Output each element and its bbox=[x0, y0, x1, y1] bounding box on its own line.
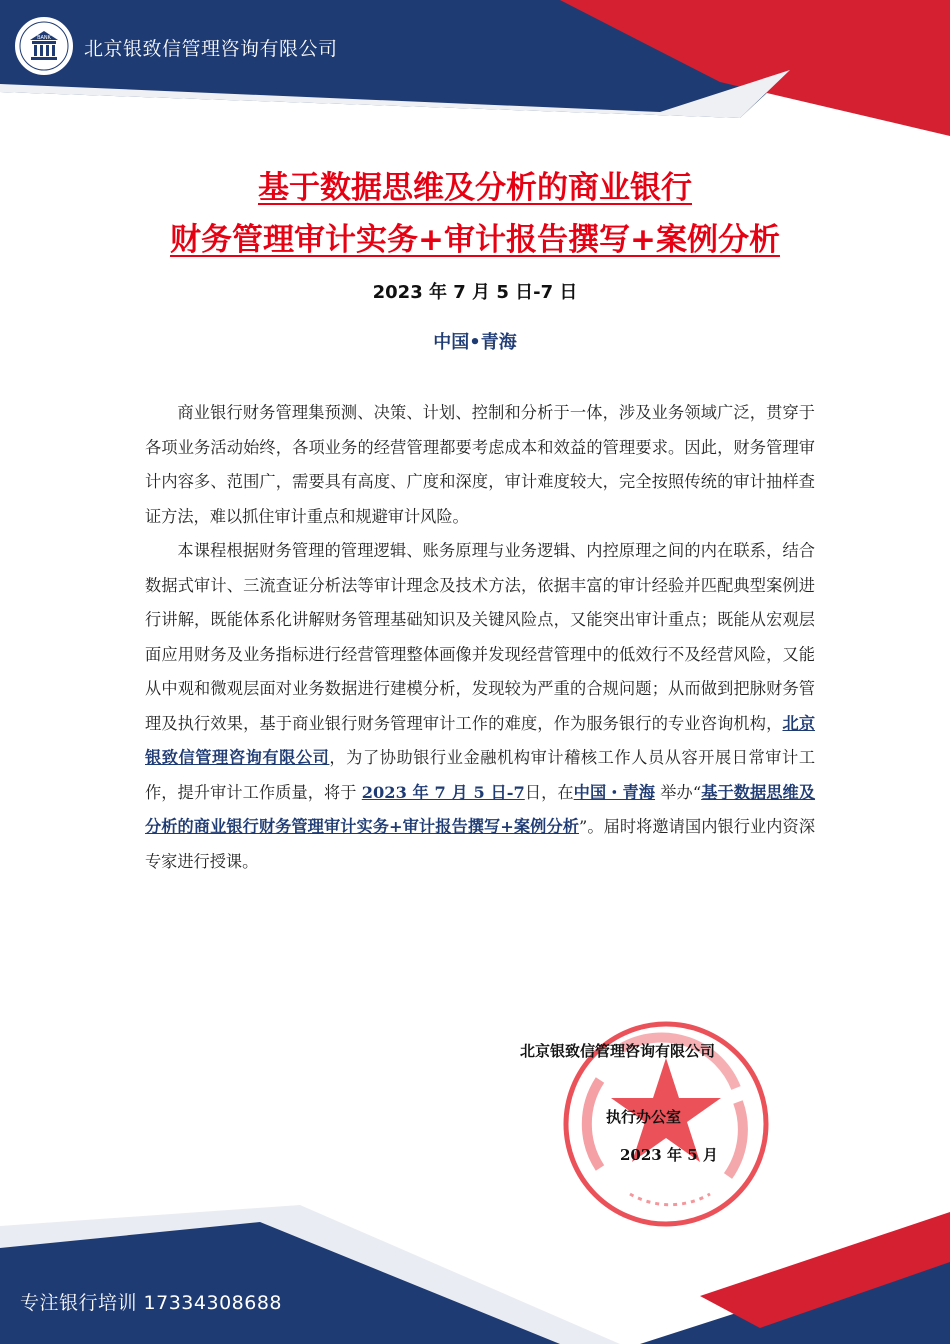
paragraph-2 bbox=[145, 534, 815, 879]
title-line-1: 基于数据思维及分析的商业银行 bbox=[258, 170, 692, 206]
course-name-highlight: 基于数据思维及分析的商业银行财务管理审计实务+审计报告撰写+案例分析 bbox=[145, 782, 816, 836]
paragraph-2-text-c: 日，在 bbox=[524, 782, 574, 802]
event-location: 中国•青海 bbox=[433, 332, 517, 353]
paragraph-2-text-a: 本课程根据财务管理的管理逻辑、账务原理与业务逻辑、内控原理之间的内在联系，结合数据式审计、三流查证分析法等审计理念及技术方法，依据丰富的审计经验并匹配典型案例进行讲解，既能体系化讲解财务管理基础知识及关键风险点，又能突出审计重点；既能从宏观层面应用财务及业务指标进行经营管理整体画像并发现经营管理中的低效行不及经营风险，又能从中观和微观层面对业务数据进行建模分析，发现较为严重的合规问题；从而做到把脉财务管理及执行效果，基于商业银行财务管理审计工作的难度，作为服务银行的专业咨询机构， bbox=[145, 541, 815, 733]
signature-company: 北京银致信管理咨询有限公司 bbox=[520, 1042, 716, 1060]
title-line-2: 财务管理审计实务+审计报告撰写+案例分析 bbox=[170, 222, 780, 258]
footer-contact: 专注银行培训 17334308688 bbox=[20, 1292, 283, 1314]
signature-date: 2023 年 5 月 bbox=[620, 1146, 718, 1164]
header-company-name: 北京银致信管理咨询有限公司 bbox=[84, 38, 338, 60]
paragraph-1: 商业银行财务管理集预测、决策、计划、控制和分析于一体，涉及业务领域广泛，贯穿于各项业务活动始终，各项业务的经营管理都要考虑成本和效益的管理要求。因此，财务管理审计内容多、范围广，需要具有高度、广度和深度，审计难度较大，完全按照传统的审计抽样查证方法，难以抓住审计重点和规避审计风险。 bbox=[145, 403, 815, 526]
paragraph-2-text-e: ”。届时将邀请国内银行业内资深专家进行授课。 bbox=[145, 817, 816, 871]
logo-text: BANK bbox=[37, 35, 51, 41]
event-date: 2023 年 7 月 5 日-7 日 bbox=[372, 282, 578, 303]
date-highlight: 2023 年 7 月 5 日-7 bbox=[361, 782, 525, 802]
company-logo bbox=[12, 14, 76, 78]
document-title bbox=[0, 162, 950, 266]
paragraph-2-text-b: ，为了协助银行业金融机构审计稽核工作人员从容开展日常审计工作，提升审计工作质量，将于 bbox=[145, 748, 816, 802]
body-text bbox=[145, 396, 815, 879]
location-highlight: 中国・青海 bbox=[573, 782, 656, 802]
paragraph-2-text-d: 举办“ bbox=[655, 782, 702, 802]
signature-office: 执行办公室 bbox=[606, 1108, 682, 1126]
company-name-highlight: 北京银致信管理咨询有限公司 bbox=[145, 713, 816, 767]
